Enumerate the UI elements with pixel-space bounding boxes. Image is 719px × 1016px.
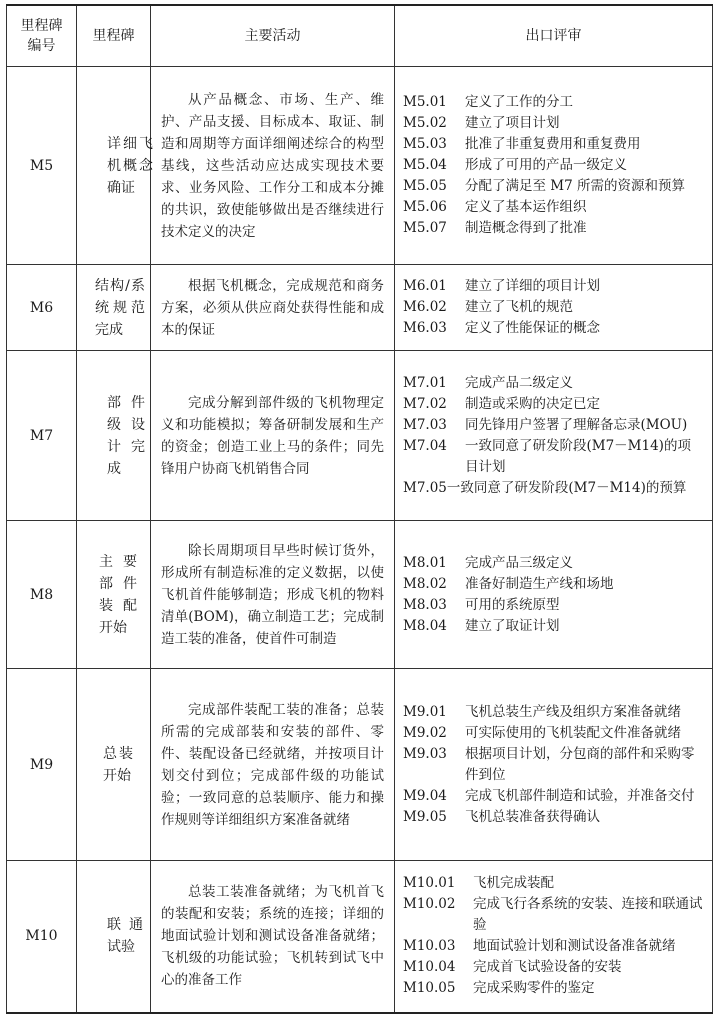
exit-item xyxy=(403,873,704,894)
milestone-name-cell xyxy=(77,669,151,861)
header-row xyxy=(7,5,713,67)
exit-item xyxy=(403,936,704,957)
exit-item xyxy=(403,155,704,176)
exit-item xyxy=(403,978,704,999)
header-milestone: 里程碑 xyxy=(77,5,151,67)
exit-text: 完成飞机部件制造和试验，并准备交付 xyxy=(465,787,695,804)
exit-review-cell xyxy=(395,521,713,669)
exit-text: 形成了可用的产品一级定义 xyxy=(465,157,627,173)
milestone-id: M10 xyxy=(7,861,77,1013)
milestone-name: 联通试验 xyxy=(107,917,143,956)
exit-item xyxy=(403,436,704,478)
milestone-id: M7 xyxy=(7,351,77,521)
exit-text: 建立了详细的项目计划 xyxy=(465,278,600,294)
exit-code: M8.04 xyxy=(403,617,447,634)
header-exit-review: 出口评审 xyxy=(395,5,713,67)
exit-item xyxy=(403,197,704,218)
exit-item xyxy=(403,415,704,436)
main-activity-text: 根据飞机概念，完成规范和商务方案，必须从供应商处获得性能和成本的保证 xyxy=(161,277,384,338)
exit-code: M5.03 xyxy=(403,136,447,152)
header-main-activity: 主要活动 xyxy=(151,5,395,67)
exit-text: 完成产品二级定义 xyxy=(465,374,573,391)
main-activity-text: 总装工装准备就绪；为飞机首飞的装配和安装；系统的连接；详细的地面试验计划和测试设备准备就绪；飞机级的功能试验；飞机转到试飞中心的准备工作 xyxy=(161,884,384,989)
exit-review-cell xyxy=(395,67,713,265)
exit-code: M8.02 xyxy=(403,575,447,592)
exit-text: 飞机总装生产线及组织方案准备就绪 xyxy=(465,703,681,720)
exit-text: 准备好制造生产线和场地 xyxy=(465,575,614,592)
milestone-id: M8 xyxy=(7,521,77,669)
milestone-name-cell xyxy=(77,521,151,669)
exit-review-cell xyxy=(395,265,713,351)
exit-code: M7.02 xyxy=(403,395,447,412)
exit-review-cell xyxy=(395,351,713,521)
milestone-name-cell xyxy=(77,861,151,1013)
main-activity-text: 完成部件装配工装的准备；总装所需的完成部装和安装的部件、零件、装配设备已经就绪，并按项目计划交付到位；完成部件级的功能试验；一致同意的总装顺序、能力和操作规则等详细组织方案准备就绪 xyxy=(161,701,384,828)
exit-item xyxy=(403,92,704,113)
milestone-name: 详细飞机概念确证 xyxy=(107,135,153,196)
exit-item xyxy=(403,807,704,828)
milestone-name: 总装开始 xyxy=(103,745,133,784)
exit-text: 一致同意了研发阶段(M7－M14)的预算 xyxy=(446,479,687,496)
exit-code: M9.03 xyxy=(403,745,447,762)
exit-text: 飞机总装准备获得确认 xyxy=(465,808,600,825)
exit-code: M8.01 xyxy=(403,554,447,571)
milestone-name: 结构/系统规范完成 xyxy=(95,277,145,338)
exit-code: M10.02 xyxy=(403,896,456,913)
exit-item xyxy=(403,478,704,499)
milestone-id: M6 xyxy=(7,265,77,351)
exit-item xyxy=(403,957,704,978)
exit-text: 可用的系统原型 xyxy=(465,596,560,613)
exit-text: 根据项目计划，分包商的部件和采购零件到位 xyxy=(465,745,695,783)
exit-text: 完成首飞试验设备的安装 xyxy=(473,959,622,976)
milestone-row-m6 xyxy=(7,265,713,351)
exit-text: 制造或采购的决定已定 xyxy=(465,395,600,412)
exit-code: M5.02 xyxy=(403,115,447,131)
exit-code: M5.06 xyxy=(403,199,447,215)
exit-text: 定义了性能保证的概念 xyxy=(465,320,600,336)
exit-item xyxy=(403,744,704,786)
exit-item xyxy=(403,276,704,297)
exit-item xyxy=(403,894,704,936)
milestone-table-page xyxy=(6,4,712,1014)
exit-item xyxy=(403,176,704,197)
milestone-rows xyxy=(7,67,713,1013)
exit-item xyxy=(403,595,704,616)
exit-text: 分配了满足至 M7 所需的资源和预算 xyxy=(465,178,685,194)
exit-item xyxy=(403,786,704,807)
exit-text: 建立了项目计划 xyxy=(465,115,560,131)
milestone-row-m8 xyxy=(7,521,713,669)
milestone-row-m10 xyxy=(7,861,713,1013)
exit-text: 批准了非重复费用和重复费用 xyxy=(465,136,641,152)
milestone-name: 主要部件装配开始 xyxy=(99,553,137,636)
exit-review-cell xyxy=(395,669,713,861)
exit-code: M5.07 xyxy=(403,220,447,236)
milestone-name-cell xyxy=(77,67,151,265)
exit-item xyxy=(403,723,704,744)
exit-code: M10.01 xyxy=(403,875,456,892)
exit-text: 飞机完成装配 xyxy=(473,875,554,892)
milestone-name: 部件级设计完成 xyxy=(107,394,145,477)
exit-review-cell xyxy=(395,861,713,1013)
exit-code: M10.05 xyxy=(403,980,456,997)
milestone-row-m5 xyxy=(7,67,713,265)
exit-item xyxy=(403,702,704,723)
exit-item xyxy=(403,297,704,318)
exit-item xyxy=(403,574,704,595)
exit-item xyxy=(403,134,704,155)
exit-code: M5.05 xyxy=(403,178,447,194)
main-activity-cell xyxy=(151,67,395,265)
exit-code: M9.04 xyxy=(403,787,447,804)
exit-text: 同先锋用户签署了理解备忘录(MOU) xyxy=(465,416,688,433)
exit-code: M5.01 xyxy=(403,94,447,110)
exit-code: M6.03 xyxy=(403,320,447,336)
exit-text: 可实际使用的飞机装配文件准备就绪 xyxy=(465,724,681,741)
milestone-name-cell xyxy=(77,265,151,351)
exit-code: M10.04 xyxy=(403,959,456,976)
exit-code: M9.02 xyxy=(403,724,447,741)
milestone-name-cell xyxy=(77,351,151,521)
main-activity-cell xyxy=(151,861,395,1013)
exit-code: M5.04 xyxy=(403,157,447,173)
header-milestone-id: 里程碑编号 xyxy=(7,5,77,67)
exit-code: M9.05 xyxy=(403,808,447,825)
exit-item xyxy=(403,394,704,415)
exit-text: 一致同意了研发阶段(M7－M14)的项目计划 xyxy=(465,437,691,475)
milestone-id: M9 xyxy=(7,669,77,861)
exit-text: 完成产品三级定义 xyxy=(465,554,573,571)
exit-code: M6.02 xyxy=(403,299,447,315)
main-activity-cell xyxy=(151,521,395,669)
exit-code: M10.03 xyxy=(403,938,456,955)
exit-item xyxy=(403,616,704,637)
main-activity-text: 完成分解到部件级的飞机物理定义和功能模拟；筹备研制发展和生产的资金；创造工业上马的条件；同先锋用户协商飞机销售合同 xyxy=(161,394,384,477)
exit-item xyxy=(403,553,704,574)
milestone-table xyxy=(6,4,713,1014)
exit-item xyxy=(403,318,704,339)
exit-text: 完成采购零件的鉴定 xyxy=(473,980,595,997)
exit-text: 建立了取证计划 xyxy=(465,617,560,634)
exit-code: M7.05 xyxy=(403,479,447,496)
main-activity-cell xyxy=(151,265,395,351)
exit-code: M7.01 xyxy=(403,374,447,391)
exit-text: 建立了飞机的规范 xyxy=(465,299,573,315)
exit-text: 地面试验计划和测试设备准备就绪 xyxy=(473,938,676,955)
main-activity-text: 从产品概念、市场、生产、维护、产品支援、目标成本、取证、制造和周期等方面详细阐述综合的构型基线，这些活动应达成实现技术要求、业务风险、工作分工和成本分摊的共识，致使能够做出是否继续进行技术定义的决定 xyxy=(161,91,384,240)
main-activity-cell xyxy=(151,669,395,861)
main-activity-text: 除长周期项目早些时候订货外，形成所有制造标准的定义数据，以使飞机首件能够制造；形成飞机的物料清单(BOM)，确立制造工艺；完成制造工装的准备，使首件可制造 xyxy=(161,542,384,647)
exit-code: M6.01 xyxy=(403,278,447,294)
exit-item xyxy=(403,113,704,134)
exit-code: M8.03 xyxy=(403,596,447,613)
exit-code: M9.01 xyxy=(403,703,447,720)
exit-item xyxy=(403,373,704,394)
exit-text: 定义了工作的分工 xyxy=(465,94,573,110)
exit-text: 制造概念得到了批准 xyxy=(465,220,587,236)
exit-code: M7.04 xyxy=(403,437,447,454)
milestone-row-m7 xyxy=(7,351,713,521)
milestone-row-m9 xyxy=(7,669,713,861)
exit-code: M7.03 xyxy=(403,416,447,433)
main-activity-cell xyxy=(151,351,395,521)
milestone-id: M5 xyxy=(7,67,77,265)
exit-text: 定义了基本运作组织 xyxy=(465,199,587,215)
exit-text: 完成飞行各系统的安装、连接和联通试验 xyxy=(473,896,703,934)
exit-item xyxy=(403,218,704,239)
